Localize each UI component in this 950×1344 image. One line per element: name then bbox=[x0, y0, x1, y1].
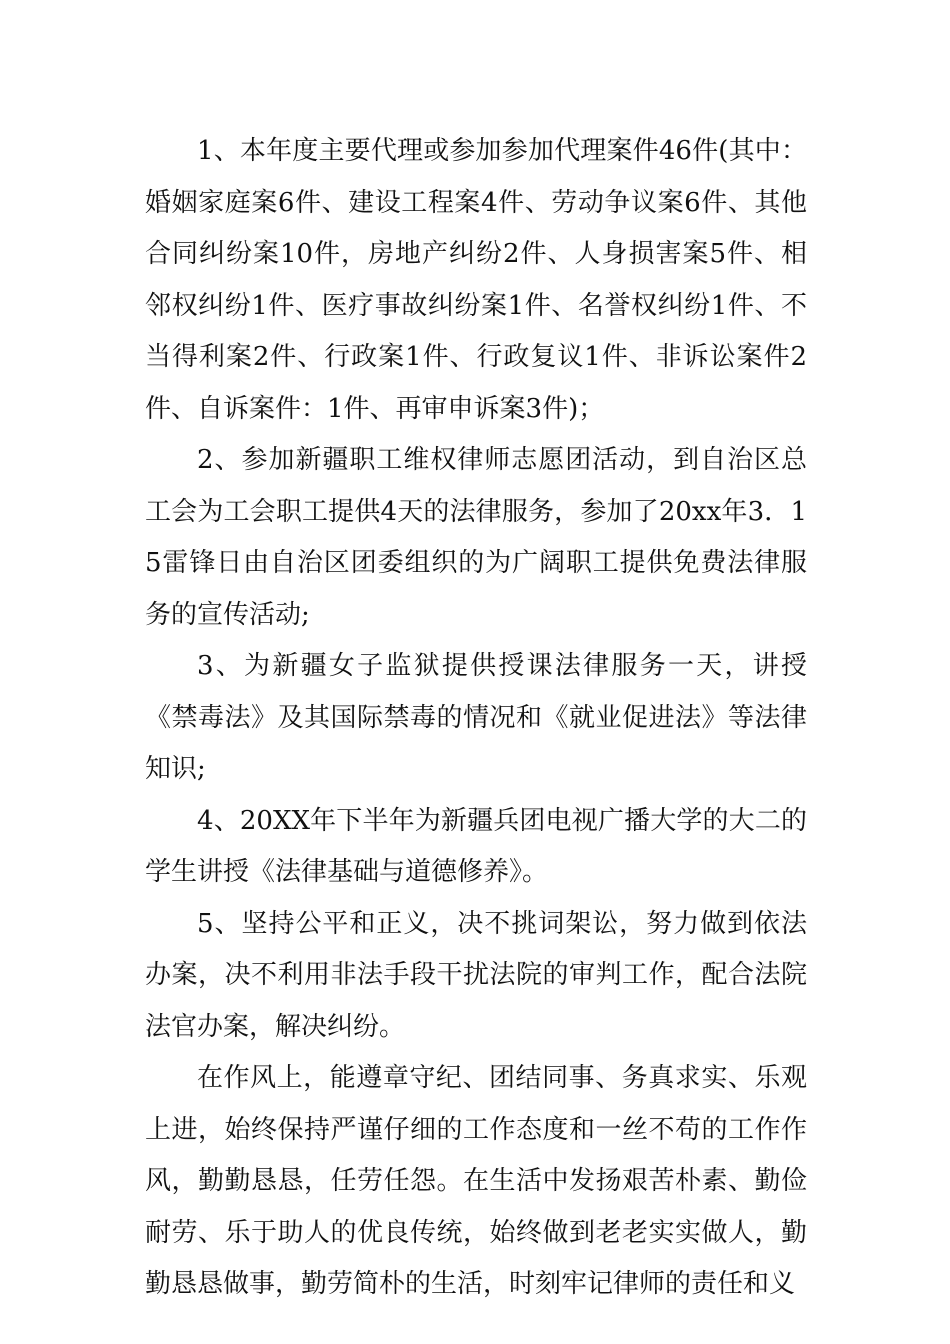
document-body bbox=[145, 126, 807, 1311]
paragraph-case-summary: 1、本年度主要代理或参加参加代理案件46件(其中：婚姻家庭案6件、建设工程案4件、劳动争议案6件、其他合同纠纷案10件，房地产纠纷2件、人身损害案5件、相邻权纠纷1件、医疗事故纠纷案1件、名誉权纠纷1件、不当得利案2件、行政案1件、行政复议1件、非诉讼案件2件、自诉案件：1件、再审申诉案3件)； bbox=[145, 136, 807, 424]
paragraph-university-lecture: 4、20XX年下半年为新疆兵团电视广播大学的大二的学生讲授《法律基础与道德修养》。 bbox=[145, 805, 807, 887]
paragraph-fairness-justice: 5、坚持公平和正义，决不挑词架讼，努力做到依法办案，决不利用非法手段干扰法院的审判工作，配合法院法官办案，解决纠纷。 bbox=[145, 908, 807, 1042]
paragraph-prison-lecture: 3、为新疆女子监狱提供授课法律服务一天，讲授《禁毒法》及其国际禁毒的情况和《就业促进法》等法律知识; bbox=[145, 651, 807, 784]
paragraph-volunteer-service: 2、参加新疆职工维权律师志愿团活动，到自治区总工会为工会职工提供4天的法律服务，参加了20xx年3．15雷锋日由自治区团委组织的为广阔职工提供免费法律服务的宣传活动; bbox=[145, 445, 807, 630]
paragraph-work-style: 在作风上，能遵章守纪、团结同事、务真求实、乐观上进，始终保持严谨仔细的工作态度和一丝不苟的工作作风，勤勤恳恳，任劳任怨。在生活中发扬艰苦朴素、勤俭耐劳、乐于助人的优良传统，始终做到老老实实做人，勤勤恳恳做事，勤劳简朴的生活，时刻牢记律师的责任和义 bbox=[145, 1063, 807, 1299]
